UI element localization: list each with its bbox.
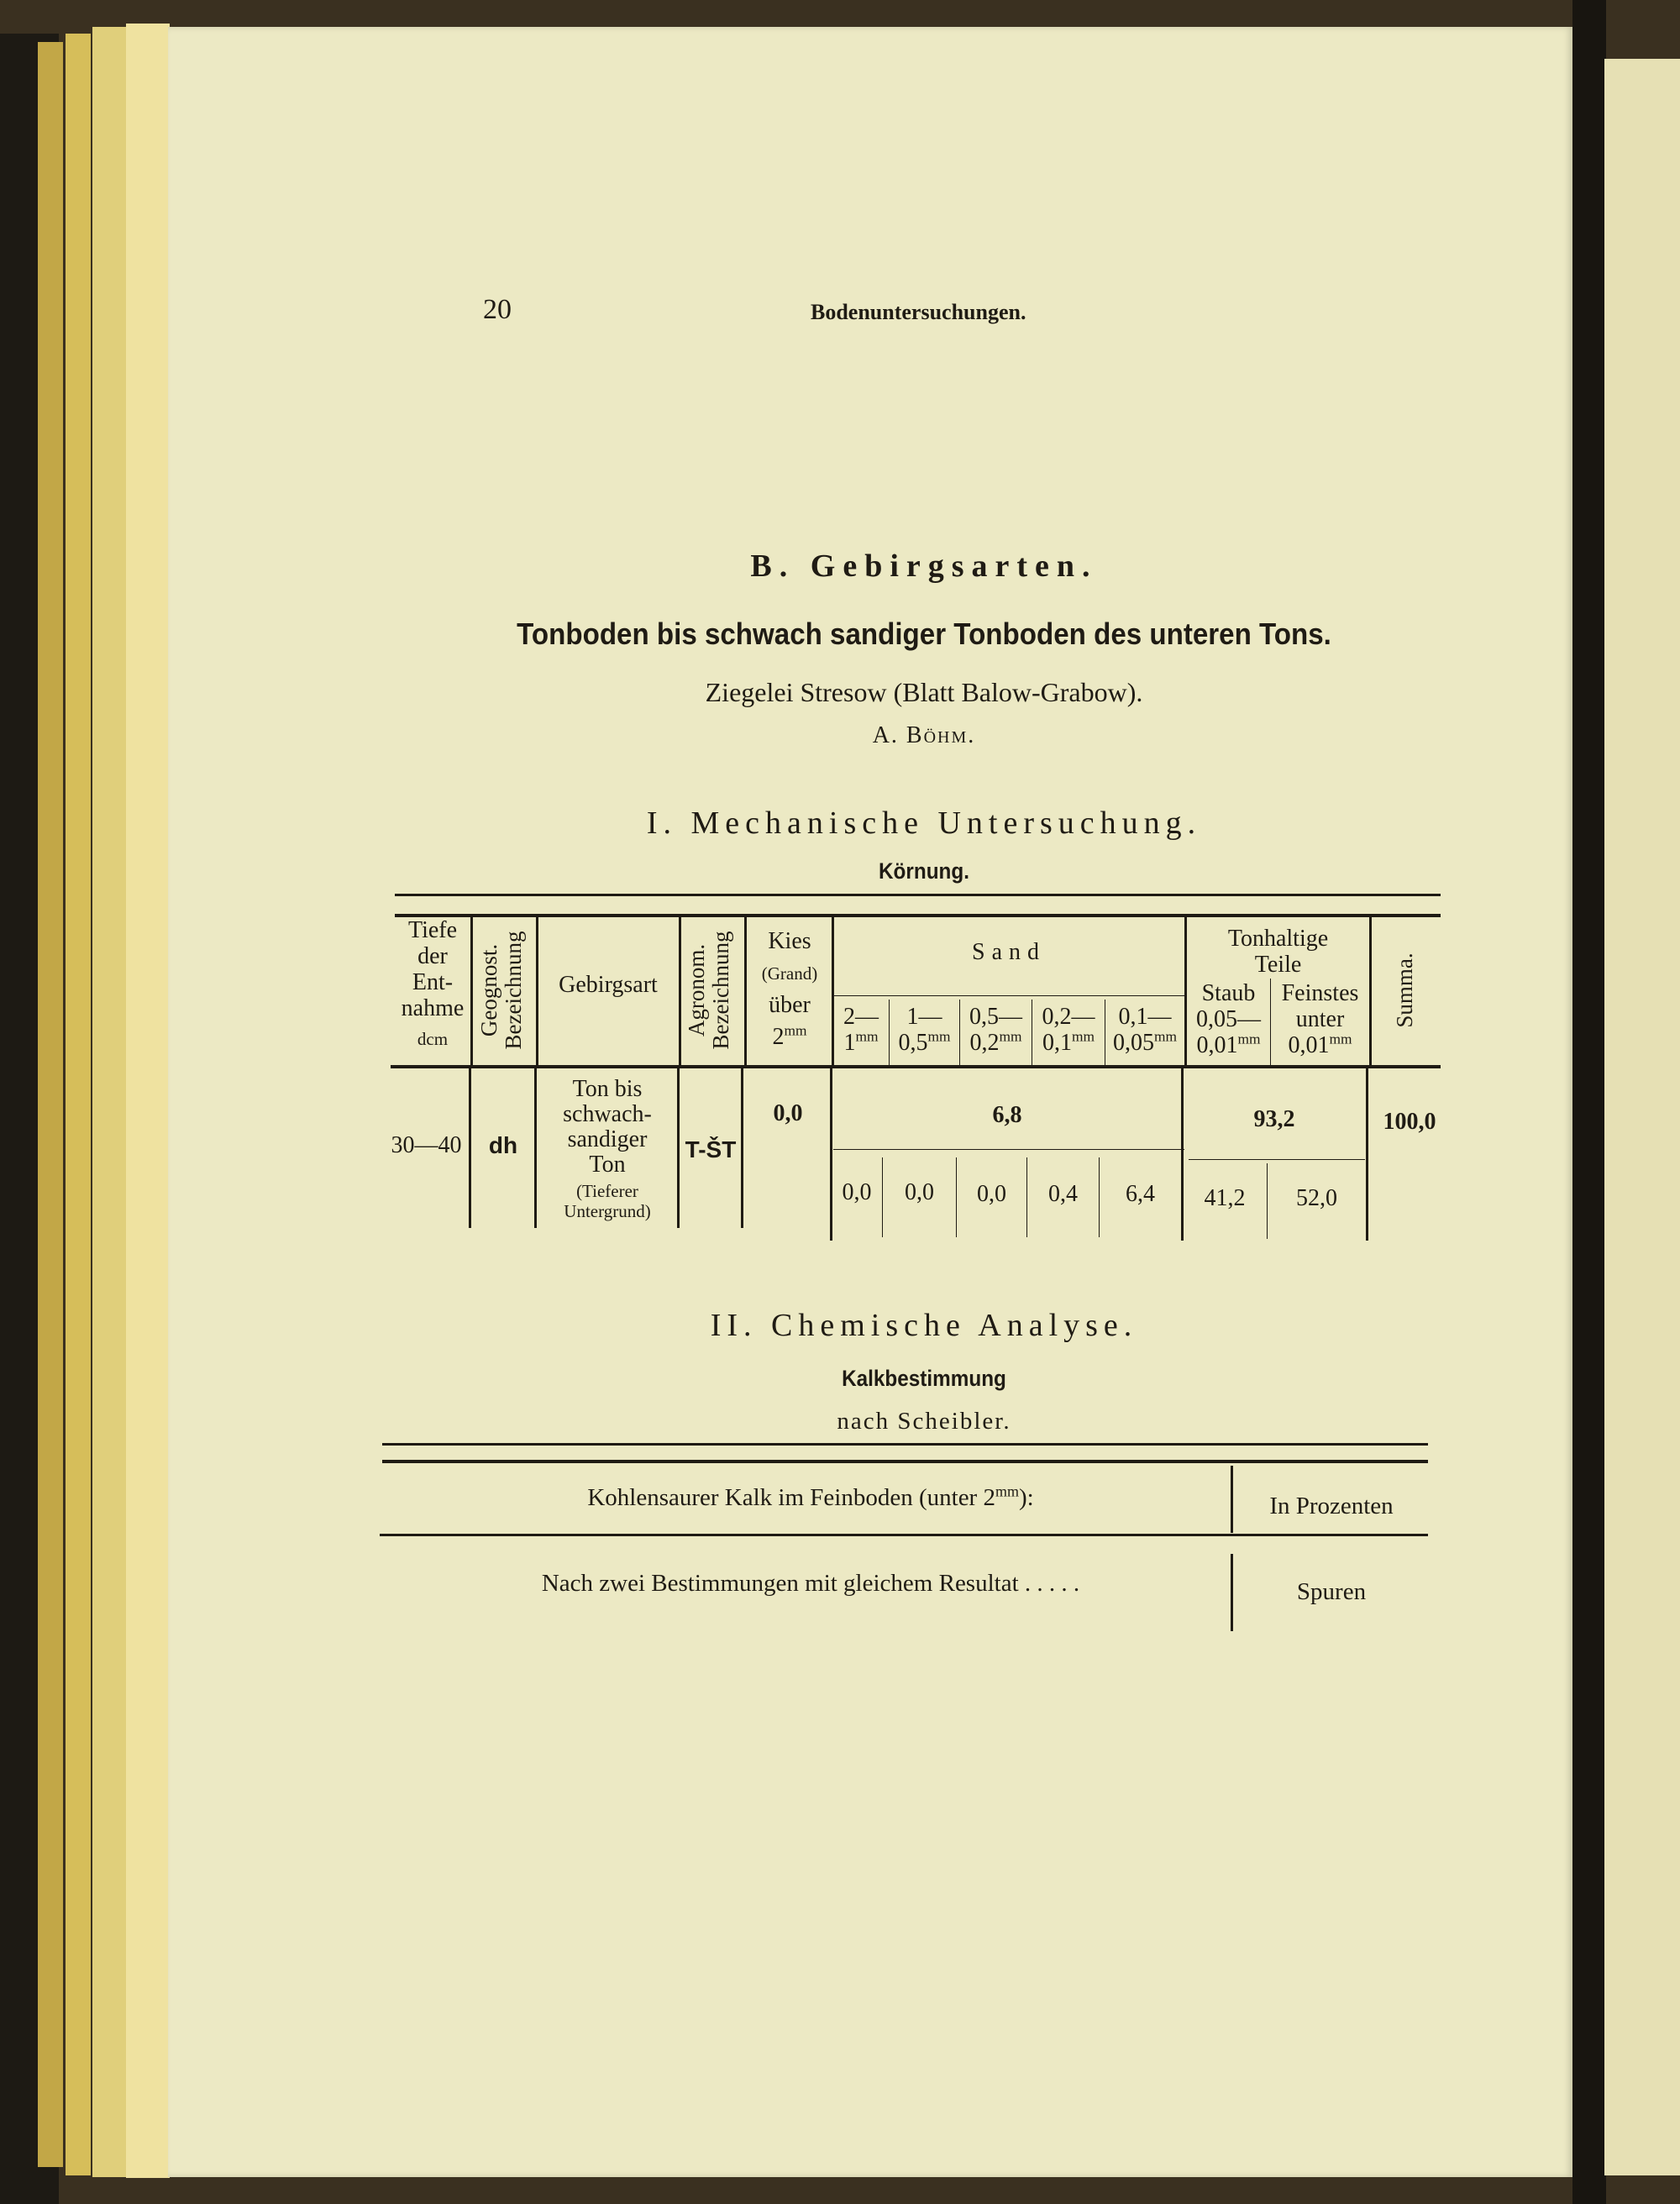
header-sand: Sand [972, 939, 1046, 965]
cell-rock: Ton bis schwach- sandiger Ton (Tieferer Untergrund) [563, 1076, 652, 1221]
author: A. Böhm. [872, 722, 976, 748]
header-gravel: Kies (Grand) über $2^{mm}$ [761, 928, 818, 1050]
cell-depth: 30—40 [391, 1132, 462, 1158]
book-gutter [1572, 0, 1606, 2204]
page-heading: Tonboden bis schwach sandiger Tonboden des unteren Tons. [517, 617, 1331, 651]
cell-sand-1-05: 0,0 [905, 1179, 934, 1205]
page-edge [66, 34, 91, 2175]
header-clay: Tonhaltige Teile [1227, 926, 1329, 978]
header-agronom: Agronom. Bezeichnung [684, 931, 733, 1050]
page-edge [126, 24, 170, 2178]
header-clay-dust: Staub 0,05— $0,01^{mm}$ [1196, 980, 1261, 1058]
header-sand-01-005: 0,1— $0,05^{mm}$ [1112, 1004, 1177, 1056]
section-ii-title: II. Chemische Analyse. [710, 1308, 1138, 1343]
header-depth: Tiefe der Ent- nahme dcm [401, 917, 465, 1049]
section-b-title: B. Gebirgsarten. [750, 548, 1098, 584]
cell-clay-total: 93,2 [1253, 1106, 1295, 1132]
cell-sand-2-1: 0,0 [842, 1179, 872, 1205]
header-geognost: Geognost. Bezeichnung [476, 931, 526, 1050]
cell-sand-02-01: 0,4 [1048, 1181, 1078, 1207]
header-sand-02-01: 0,2— $0,1^{mm}$ [1042, 1004, 1095, 1056]
cell-sand-total: 6,8 [992, 1102, 1022, 1128]
cell-geognost: dh [488, 1132, 518, 1158]
page-edge [38, 42, 63, 2167]
header-rock: Gebirgsart [559, 972, 658, 998]
cell-clay-dust: 41,2 [1204, 1185, 1246, 1211]
header-clay-finest: Feinstes unter $0,01^{mm}$ [1281, 980, 1359, 1058]
chem-row-left: Nach zwei Bestimmungen mit gleichem Resultat . . . . . [541, 1570, 1080, 1597]
section-ii-sublabel: nach Scheibler. [837, 1408, 1011, 1435]
facing-page [1604, 59, 1680, 2175]
header-sum: Summa. [1392, 952, 1417, 1028]
chem-header-right: In Prozenten [1269, 1493, 1394, 1519]
header-sand-2-1: 2— $1^{mm}$ [843, 1004, 879, 1056]
section-i-label: Körnung. [879, 858, 969, 884]
header-sand-05-02: 0,5— $0,2^{mm}$ [969, 1004, 1022, 1056]
cell-sand-01-005: 6,4 [1126, 1181, 1155, 1207]
location-subheading: Ziegelei Stresow (Blatt Balow-Grabow). [705, 677, 1143, 707]
page-number: 20 [483, 294, 512, 325]
header-sand-1-05: 1— $0,5^{mm}$ [898, 1004, 951, 1056]
cell-clay-finest: 52,0 [1296, 1185, 1337, 1211]
chem-header-left: Kohlensaurer Kalk im Feinboden (unter $2^{mm}$): [587, 1482, 1034, 1511]
section-i-title: I. Mechanische Untersuchung. [646, 806, 1202, 841]
cell-agronom: T-ŠT [685, 1136, 737, 1162]
cell-sand-05-02: 0,0 [977, 1181, 1006, 1207]
chem-row-right: Spuren [1296, 1578, 1367, 1605]
cell-sum: 100,0 [1383, 1109, 1436, 1135]
cell-gravel: 0,0 [773, 1100, 803, 1126]
running-title: Bodenuntersuchungen. [811, 300, 1026, 324]
section-ii-label: Kalkbestimmung [842, 1366, 1006, 1391]
